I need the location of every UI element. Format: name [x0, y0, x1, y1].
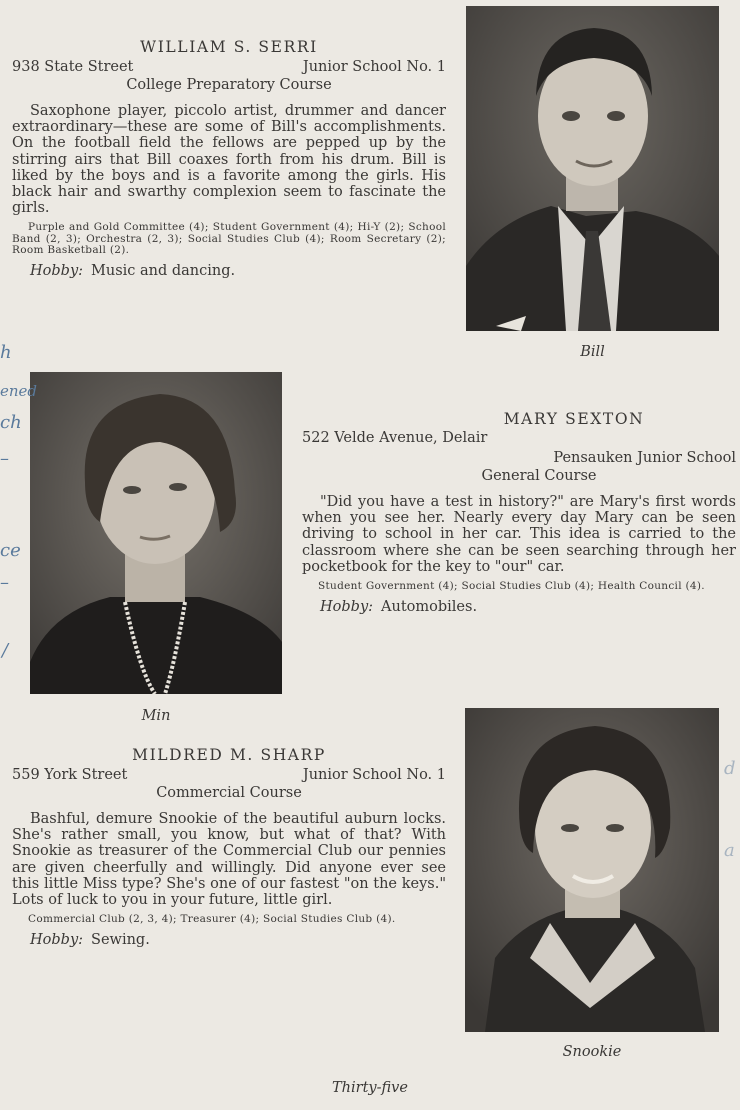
student-activities: Purple and Gold Committee (4); Student Government (4); Hi-Y (2); School Band (2, 3); Orchestra (2, 3); Social Studies Club (4); Room Secretary (2); Room Basketball (2). [12, 221, 446, 257]
student-activities: Commercial Club (2, 3, 4); Treasurer (4); Social Studies Club (4). [28, 913, 396, 926]
margin-handwriting: a [724, 840, 735, 861]
portrait-photo-sexton [30, 372, 282, 694]
student-course: Commercial Course [156, 785, 302, 801]
student-school: Junior School No. 1 [302, 59, 446, 75]
student-bio: Saxophone player, piccolo artist, drummer and dancer extraordinary—these are some of Bill's accomplishments. On the football field the fellows are pepped up by the stirring airs that Bill coaxes forth from his drum. Bill is liked by the boys and is a favorite among the girls. His black hair and swarthy complexion seem to fascinate the girls. [12, 103, 446, 217]
student-hobby [12, 932, 446, 948]
student-activities: Student Government (4); Social Studies Club (4); Health Council (4). [318, 580, 705, 593]
hobby-label: Hobby: [320, 598, 374, 615]
margin-handwriting: ch [0, 412, 22, 433]
student-address: 938 State Street [12, 59, 134, 75]
student-address: 522 Velde Avenue, Delair [302, 430, 488, 446]
student-hobby [12, 263, 446, 279]
margin-handwriting: h [0, 342, 12, 363]
student-course: General Course [481, 468, 597, 484]
student-course: College Preparatory Course [126, 77, 332, 93]
student-school: Junior School No. 1 [302, 767, 446, 783]
margin-handwriting: ened [0, 382, 38, 400]
nickname-caption: Min [141, 708, 171, 724]
address-row [12, 59, 446, 75]
nickname-caption: Snookie [562, 1044, 622, 1060]
student-school: Pensauken Junior School [553, 450, 736, 466]
hobby-value: Music and dancing. [91, 262, 236, 279]
student-name: MARY SEXTON [503, 410, 645, 428]
portrait-image [465, 708, 719, 1032]
hobby-value: Automobiles. [381, 598, 478, 615]
margin-handwriting: – [0, 572, 9, 593]
margin-handwriting: ce [0, 540, 21, 561]
entry-sharp [12, 746, 446, 948]
hobby-label: Hobby: [30, 931, 84, 948]
hobby-value: Sewing. [91, 931, 150, 948]
margin-handwriting: – [0, 448, 9, 469]
entry-sexton [302, 410, 736, 615]
entry-serri [12, 38, 446, 279]
nickname-caption: Bill [580, 344, 605, 360]
hobby-label: Hobby: [30, 262, 84, 279]
student-name: WILLIAM S. SERRI [140, 38, 318, 56]
student-bio: Bashful, demure Snookie of the beautiful auburn locks. She's rather small, you know, but what of that? With Snookie as treasurer of the Commercial Club our pennies are given cheerfully and willingly. Did anyone ever see this little Miss type? She's one of our fastest "on the keys." Lots of luck to you in your future, little girl. [12, 811, 446, 909]
student-address: 559 York Street [12, 767, 128, 783]
address-row [12, 767, 446, 783]
portrait-image [30, 372, 282, 694]
margin-handwriting: d [724, 758, 736, 779]
page-number: Thirty-five [332, 1080, 408, 1096]
portrait-photo-serri [466, 6, 719, 331]
student-name: MILDRED M. SHARP [132, 746, 326, 764]
student-hobby [302, 599, 736, 615]
portrait-photo-sharp [465, 708, 719, 1032]
address-row [302, 430, 736, 446]
margin-handwriting: / [2, 640, 9, 661]
student-bio: "Did you have a test in history?" are Mary's first words when you see her. Nearly every day Mary can be seen driving to school in her car. This idea is carried to the classroom where she can be seen searching through her pocketbook for the key to "our" car. [302, 494, 736, 575]
portrait-image [466, 6, 719, 331]
